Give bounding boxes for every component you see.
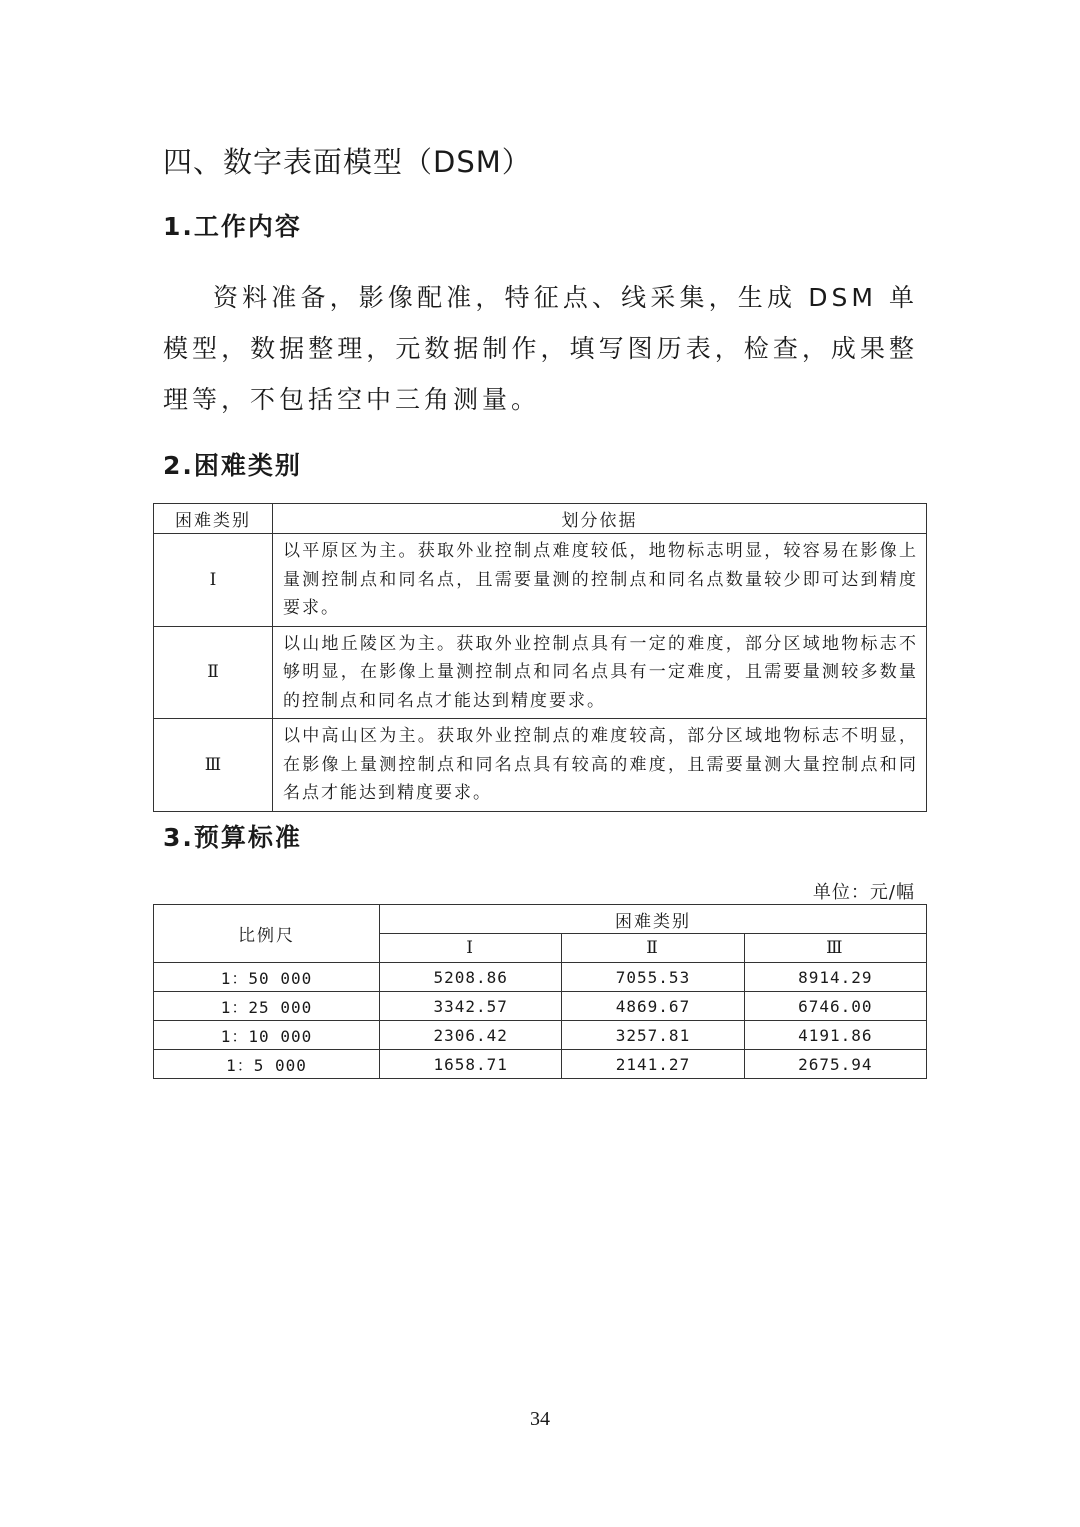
difficulty-category-cell: Ⅱ [154,626,273,719]
budget-header-row [154,905,927,934]
price-cell: 4869.67 [562,992,744,1021]
class-header: Ⅰ [380,934,562,963]
work-content-heading: 1.工作内容 [163,212,302,241]
price-cell: 3342.57 [380,992,562,1021]
scale-cell: 1：50 000 [154,963,380,992]
scale-header: 比例尺 [154,905,380,963]
difficulty-table [153,503,927,812]
difficulty-row [154,534,927,627]
scale-cell: 1：5 000 [154,1050,380,1079]
budget-heading: 3.预算标准 [163,823,302,852]
difficulty-header-basis: 划分依据 [273,504,927,534]
difficulty-category-cell: Ⅰ [154,534,273,627]
class-header: Ⅲ [744,934,926,963]
scale-cell: 1：25 000 [154,992,380,1021]
scale-cell: 1：10 000 [154,1021,380,1050]
budget-row [154,1050,927,1079]
page-number: 34 [530,1408,550,1430]
class-header: Ⅱ [562,934,744,963]
section-title: 四、数字表面模型（DSM） [163,145,532,179]
budget-table [153,904,927,1079]
budget-row [154,963,927,992]
difficulty-basis-cell: 以山地丘陵区为主。获取外业控制点具有一定的难度，部分区域地物标志不够明显，在影像上量测控制点和同名点具有一定难度，且需要量测较多数量的控制点和同名点才能达到精度要求。 [273,626,927,719]
price-cell: 1658.71 [380,1050,562,1079]
unit-label: 单位：元/幅 [812,882,915,903]
price-cell: 4191.86 [744,1021,926,1050]
difficulty-row [154,626,927,719]
price-cell: 2141.27 [562,1050,744,1079]
difficulty-heading: 2.困难类别 [163,451,302,480]
price-cell: 8914.29 [744,963,926,992]
price-cell: 5208.86 [380,963,562,992]
price-cell: 2306.42 [380,1021,562,1050]
difficulty-header-row [154,504,927,534]
difficulty-row [154,719,927,812]
budget-row [154,992,927,1021]
difficulty-header-category: 困难类别 [154,504,273,534]
difficulty-basis-cell: 以中高山区为主。获取外业控制点的难度较高，部分区域地物标志不明显，在影像上量测控制点和同名点具有较高的难度，且需要量测大量控制点和同名点才能达到精度要求。 [273,719,927,812]
difficulty-basis-cell: 以平原区为主。获取外业控制点难度较低，地物标志明显，较容易在影像上量测控制点和同名点，且需要量测的控制点和同名点数量较少即可达到精度要求。 [273,534,927,627]
price-cell: 7055.53 [562,963,744,992]
budget-row [154,1021,927,1050]
price-cell: 3257.81 [562,1021,744,1050]
work-content-paragraph: 资料准备，影像配准，特征点、线采集，生成 DSM 单模型，数据整理，元数据制作，填写图历表，检查，成果整理等，不包括空中三角测量。 [163,283,918,414]
difficulty-category-cell: Ⅲ [154,719,273,812]
price-cell: 6746.00 [744,992,926,1021]
price-cell: 2675.94 [744,1050,926,1079]
difficulty-group-header: 困难类别 [380,905,927,934]
